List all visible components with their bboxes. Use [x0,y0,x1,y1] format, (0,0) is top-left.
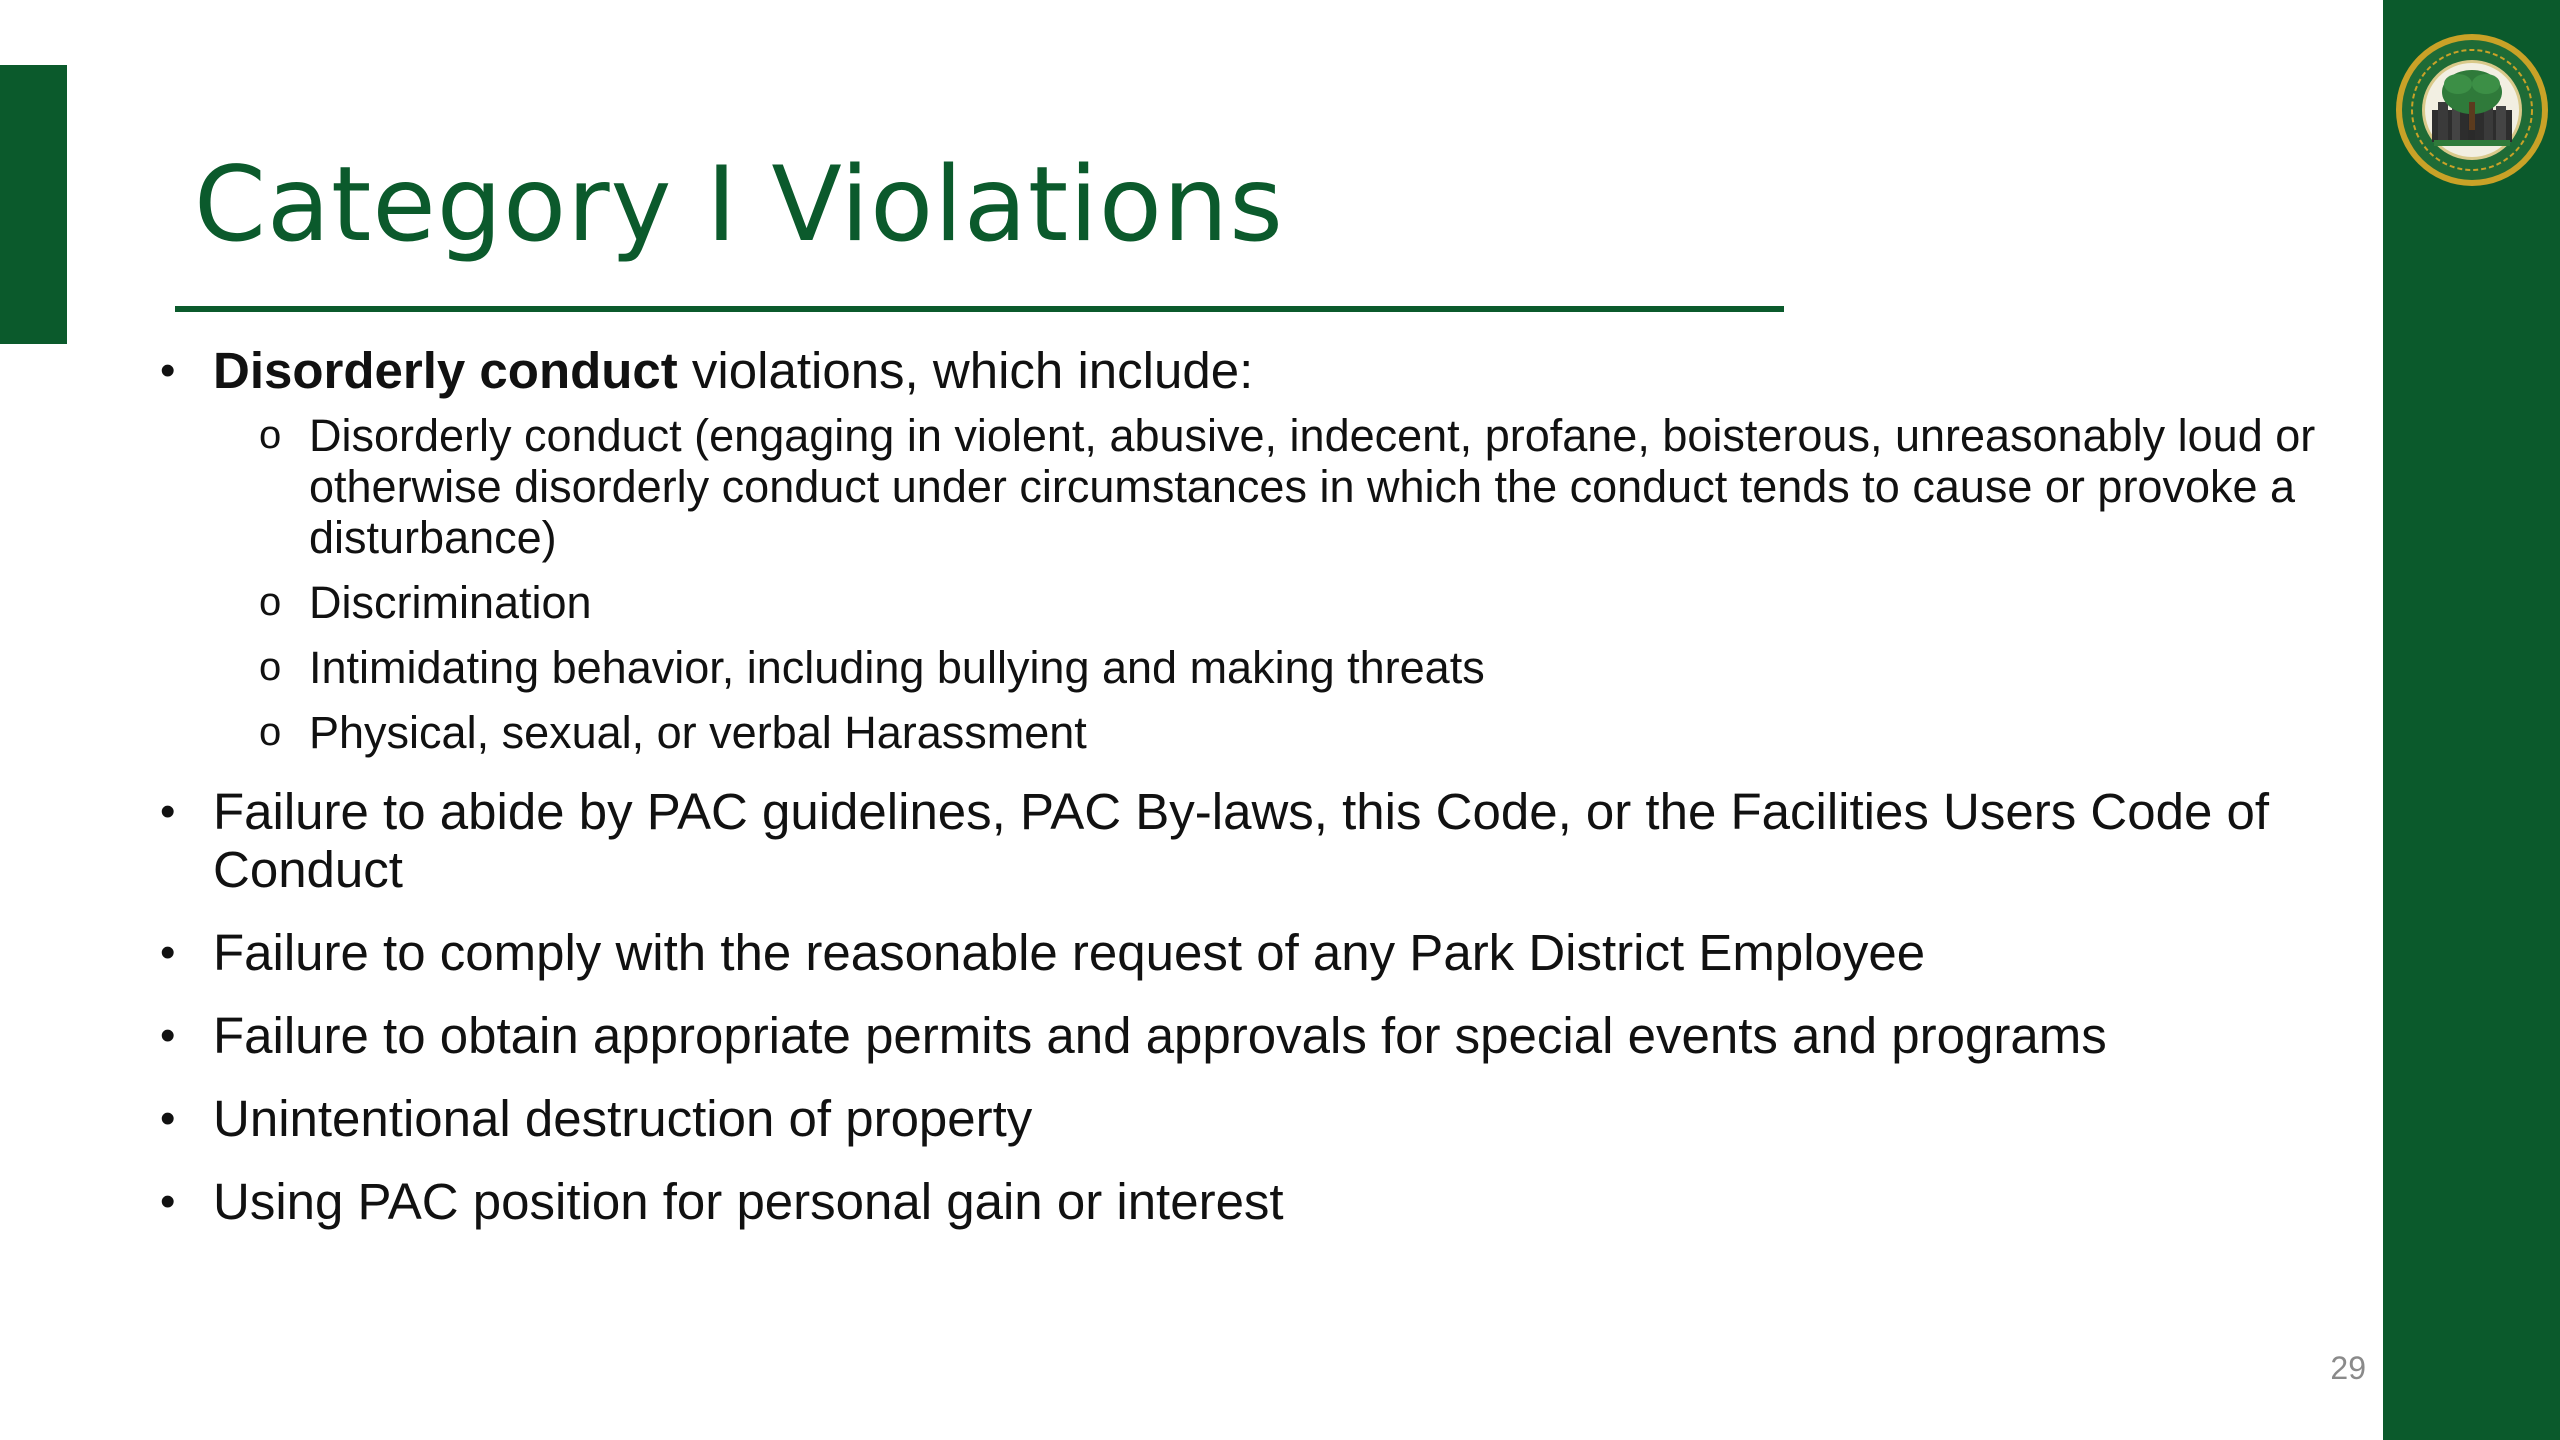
bullet-list [160,342,2330,1231]
title-underline [175,306,1784,312]
page-number: 29 [2330,1350,2366,1386]
slide-title: Category I Violations [194,145,1284,265]
sub-bullet-item: o Physical, sexual, or verbal Harassment [213,707,2330,758]
sub-bullet-item: o Discrimination [213,577,2330,628]
sub-bullet-list [213,410,2330,758]
right-brand-band [2383,0,2560,1440]
bullet-item: • Failure to comply with the reasonable request of any Park District Employee [160,924,2330,982]
bullet-item: • Failure to obtain appropriate permits and approvals for special events and programs [160,1007,2330,1065]
chicago-park-district-seal-icon [2394,32,2550,188]
bullet-item [160,342,2330,758]
bullet-text: violations, which include: [677,342,1254,399]
bullet-bold-text: Disorderly conduct [213,342,678,399]
bullet-item: • Failure to abide by PAC guidelines, PAC By-laws, this Code, or the Facilities Users Code of Conduct [160,783,2330,899]
left-accent-bar [0,65,67,344]
sub-bullet-item: o Intimidating behavior, including bullying and making threats [213,642,2330,693]
bullet-item: • Using PAC position for personal gain or interest [160,1173,2330,1231]
sub-bullet-item: o Disorderly conduct (engaging in violent, abusive, indecent, profane, boisterous, unreasonably loud or otherwise disorderly conduct under circumstances in which the conduct tends to cause or provoke a disturbance) [213,410,2330,563]
bullet-item: • Unintentional destruction of property [160,1090,2330,1148]
bullet-list-container [160,342,2330,1256]
